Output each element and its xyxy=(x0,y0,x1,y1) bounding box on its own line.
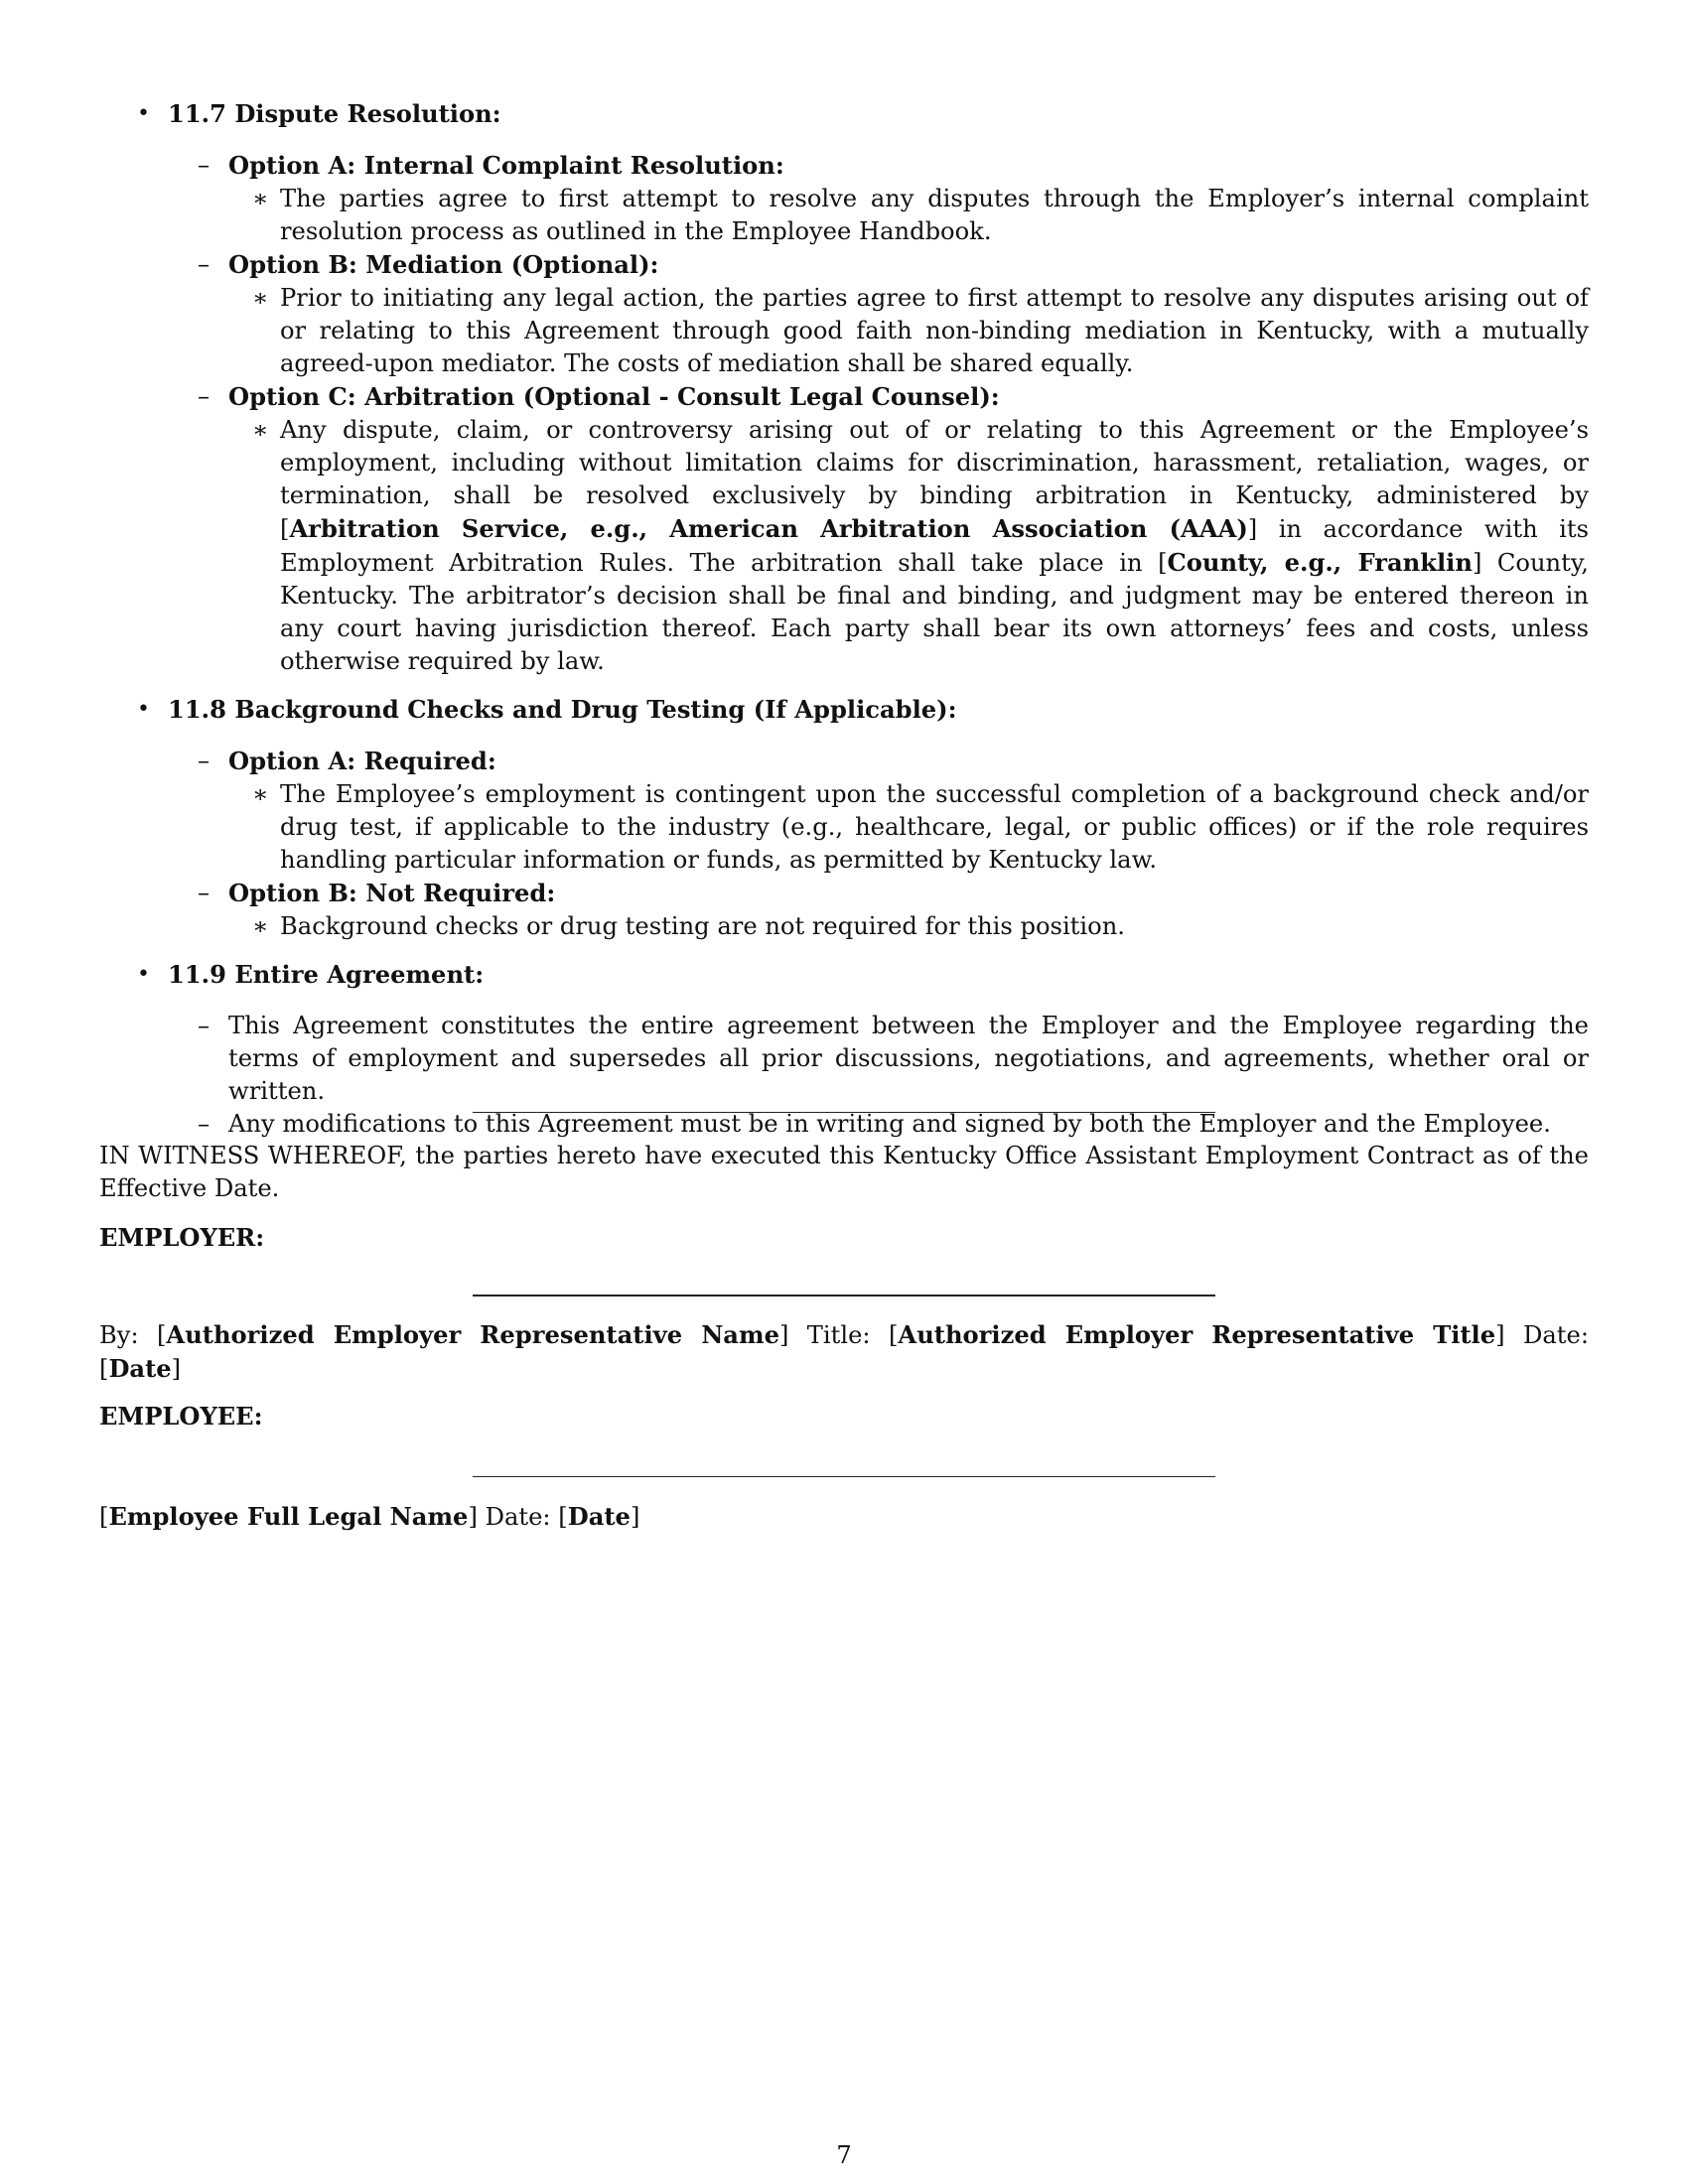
option-a-internal xyxy=(99,149,1589,183)
option-b-mediation xyxy=(99,248,1589,282)
option-b-not-required-text xyxy=(99,910,1589,943)
entire-agreement-item-1 xyxy=(99,1010,1589,1108)
employee-label: EMPLOYEE: xyxy=(99,1402,263,1431)
paragraph-text: Any modifications to this Agreement must be in writing and signed by both the Employer and the Employee. xyxy=(228,1110,1551,1138)
bracket: ] xyxy=(468,1503,478,1531)
employer-rep-title-placeholder: Authorized Employer Representative Title xyxy=(898,1320,1496,1349)
paragraph-text: This Agreement constitutes the entire agreement between the Employer and the Employee regarding the terms of employment and supersedes all prior discussions, negotiations, and agreements, whether oral or written. xyxy=(228,1012,1589,1105)
option-b-not-required xyxy=(99,877,1589,910)
option-heading: Option A: Internal Complaint Resolution: xyxy=(228,151,784,180)
paragraph-text: ] County, Kentucky. The arbitrator’s decision shall be final and binding, and judgment may be entered thereon in any court having jurisdiction thereof. Each party shall bear its own attorneys’ fees and costs, unless otherwise required by law. xyxy=(280,549,1589,675)
option-heading: Option B: Mediation (Optional): xyxy=(228,250,659,279)
by-label: By: xyxy=(99,1321,139,1349)
star-mark: ∗ xyxy=(252,284,269,312)
star-mark: ∗ xyxy=(252,780,269,808)
date-label: Date: xyxy=(485,1503,551,1531)
bracket: [ xyxy=(888,1321,899,1349)
paragraph-text: Any dispute, claim, or controversy arising out of or relating to this Agreement or the Employee’s employment, including without limitation claims for discrimination, harassment, retaliation, wages, or termination, shall be resolved exclusively by binding arbitration in Kentucky, administered by [ xyxy=(280,416,1589,543)
dash-mark: – xyxy=(198,879,211,906)
section-heading: 11.9 Entire Agreement: xyxy=(168,960,485,989)
date-label: Date: xyxy=(1522,1321,1589,1349)
employer-signature-line xyxy=(473,1295,1215,1297)
page-number: 7 xyxy=(836,2141,852,2169)
paragraph-text: The Employee’s employment is contingent upon the successful completion of a background check and/or drug test, if applicable to the industry (e.g., healthcare, legal, or public offices) or if the role requires handling particular information or funds, as permitted by Kentucky law. xyxy=(280,780,1589,874)
dash-mark: – xyxy=(198,382,211,410)
section-heading: 11.7 Dispute Resolution: xyxy=(168,99,501,128)
bracket: ] xyxy=(1495,1321,1505,1349)
option-a-required xyxy=(99,745,1589,778)
section-divider xyxy=(473,1112,1215,1113)
bracket: [ xyxy=(156,1321,167,1349)
dash-mark: – xyxy=(198,151,211,179)
bracket: [ xyxy=(99,1503,109,1531)
paragraph-text: Prior to initiating any legal action, the parties agree to first attempt to resolve any disputes arising out of or relating to this Agreement through good faith non-binding mediation in Kentucky, with a mutually agreed-upon mediator. The costs of mediation shall be shared equally. xyxy=(280,284,1589,377)
option-b-text xyxy=(99,282,1589,380)
bracket: [ xyxy=(99,1355,109,1383)
employer-label: EMPLOYER: xyxy=(99,1223,265,1252)
bullet-mark: • xyxy=(137,101,150,126)
employee-date-placeholder: Date xyxy=(567,1502,631,1531)
star-mark: ∗ xyxy=(252,416,269,444)
section-11-8 xyxy=(99,693,1589,727)
bracket: ] xyxy=(171,1355,182,1383)
county-placeholder: County, e.g., Franklin xyxy=(1167,548,1473,577)
witness-text: IN WITNESS WHEREOF, the parties hereto have executed this Kentucky Office Assistant Employment Contract as of the Effective Date. xyxy=(99,1142,1589,1202)
option-a-text xyxy=(99,183,1589,248)
option-heading: Option B: Not Required: xyxy=(228,879,556,907)
dash-mark: – xyxy=(198,250,211,278)
bracket: ] xyxy=(630,1503,640,1531)
dash-mark: – xyxy=(198,1012,211,1039)
employer-signature-block xyxy=(99,1318,1589,1386)
paragraph-text: ] in accordance with its Employment Arbitration Rules. The arbitration shall take place in [ xyxy=(280,515,1589,577)
option-heading: Option A: Required: xyxy=(228,747,496,775)
bullet-mark: • xyxy=(137,697,150,722)
bracket: ] xyxy=(778,1321,789,1349)
employee-signature-block xyxy=(99,1500,1589,1534)
witness-paragraph xyxy=(99,1140,1589,1205)
employer-date-placeholder: Date xyxy=(108,1354,172,1383)
section-11-9 xyxy=(99,958,1589,992)
option-c-arbitration xyxy=(99,380,1589,414)
star-mark: ∗ xyxy=(252,185,269,212)
section-11-7 xyxy=(99,97,1589,131)
employee-name-placeholder: Employee Full Legal Name xyxy=(108,1502,469,1531)
paragraph-text: Background checks or drug testing are not required for this position. xyxy=(280,912,1125,940)
title-label: Title: xyxy=(806,1321,871,1349)
arbitration-service-placeholder: Arbitration Service, e.g., American Arbitration Association (AAA) xyxy=(289,514,1248,543)
paragraph-text: The parties agree to first attempt to resolve any disputes through the Employer’s internal complaint resolution process as outlined in the Employee Handbook. xyxy=(280,185,1589,245)
employee-signature-line xyxy=(473,1476,1215,1477)
bracket: [ xyxy=(558,1503,568,1531)
employer-rep-name-placeholder: Authorized Employer Representative Name xyxy=(166,1320,779,1349)
contract-body xyxy=(99,97,1589,1141)
star-mark: ∗ xyxy=(252,912,269,940)
dash-mark: – xyxy=(198,1110,211,1138)
option-c-text xyxy=(99,414,1589,678)
option-heading: Option C: Arbitration (Optional - Consult Legal Counsel): xyxy=(228,382,1000,411)
section-heading: 11.8 Background Checks and Drug Testing (If Applicable): xyxy=(168,695,957,724)
bullet-mark: • xyxy=(137,962,150,987)
option-a-required-text xyxy=(99,778,1589,877)
dash-mark: – xyxy=(198,747,211,774)
